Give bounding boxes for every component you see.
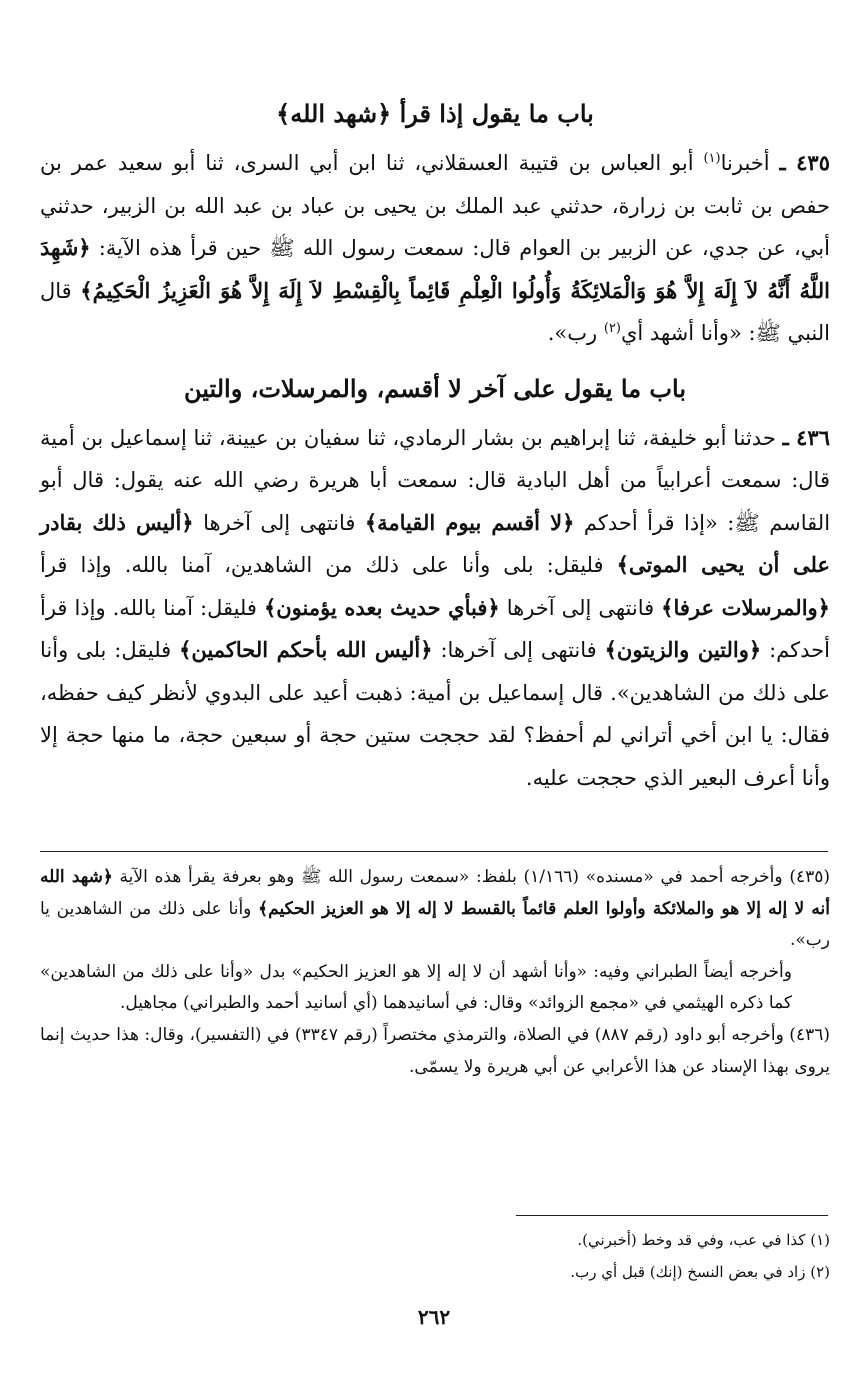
footnote-2: (٢) زاد في بعض النسخ (إنك) قبل أي رب. bbox=[570, 1263, 830, 1281]
hadith-435-text-d: رب». bbox=[547, 321, 598, 345]
quran-verse-mursalat-end: ﴿فبأي حديث بعده يؤمنون﴾ bbox=[263, 594, 500, 620]
quran-verse-tin-end: ﴿أليس الله بأحكم الحاكمين﴾ bbox=[179, 637, 433, 662]
footnotes-divider bbox=[516, 1215, 828, 1216]
takhrij-notes bbox=[40, 862, 830, 1083]
hadith-number-435: ٤٣٥ ـ bbox=[779, 150, 830, 175]
main-text bbox=[40, 92, 830, 799]
quran-verse-shahida: ﴿شَهِدَ اللَّهُ أَنَّهُ لاَ إِلَهَ إِلاَّ هُوَ وَالْمَلائِكَةُ وَأُولُوا الْعِلْمِ قَائِماً بِالْقِسْطِ لاَ إِلَهَ إِلاَّ هُوَ الْعَزِيزُ الْحَكِيمُ﴾ bbox=[40, 235, 830, 303]
note-435-verse: ﴿شهد الله أنه لا إله إلا هو والملائكة وأولوا العلم قائماً بالقسط لا إله إلا هو العزيز الحكيم﴾ bbox=[40, 867, 831, 919]
hadith-436-text-1: حدثنا أبو خليفة، ثنا إبراهيم بن بشار الرمادي، ثنا سفيان بن عيينة، ثنا إسماعيل بن أمية قال: سمعت أعرابياً من أهل البادية قال: سمعت أبا هريرة رضي الله عنه يقول: قال أبو القاسم ﷺ: «إذا قرأ أحدكم bbox=[40, 425, 831, 535]
quran-verse-mursalat: ﴿والمرسلات عرفا﴾ bbox=[661, 594, 830, 620]
hadith-436-text-3: فليقل: بلى وأنا على ذلك من الشاهدين، آمنا بالله. وإذا قرأ bbox=[40, 553, 604, 577]
note-435-text-b: وأنا على ذلك من الشاهدين يا رب». bbox=[40, 898, 830, 951]
hadith-436-text-6: فانتهى إلى آخرها: bbox=[440, 638, 597, 662]
note-436: (٤٣٦) وأخرجه أبو داود (رقم ٨٨٧) في الصلاة، والترمذي مختصراً (رقم ٣٣٤٧) في (التفسير)، وقال: هذا حديث إنما يروى بهذا الإسناد عن هذا الأعرابي عن أبي هريرة ولا يسمّى. bbox=[40, 1024, 830, 1077]
note-435-continued: وأخرجه أيضاً الطبراني وفيه: «وأنا أشهد أن لا إله إلا هو العزيز الحكيم» بدل «وأنا على ذلك من الشاهدين» كما ذكره الهيثمي في «مجمع الزوائد» وقال: في أسانيدهما (أي أسانيد أحمد والطبراني) مجاهيل. bbox=[40, 961, 792, 1014]
hadith-436-text-4: فانتهى إلى آخرها bbox=[506, 595, 655, 620]
hadith-436 bbox=[40, 417, 830, 800]
hadith-435 bbox=[40, 142, 830, 355]
hadith-436-text-2: فانتهى إلى آخرها bbox=[203, 510, 356, 535]
notes-divider bbox=[40, 851, 828, 852]
quran-verse-tin: ﴿والتين والزيتون﴾ bbox=[604, 637, 762, 662]
footnote-marker-2: (٢) bbox=[603, 321, 621, 336]
quran-verse-qiyamah: ﴿لا أقسم بيوم القيامة﴾ bbox=[364, 509, 575, 535]
quran-verse-qiyamah-end: ﴿أليس ذلك بقادر على أن يحيى الموتى﴾ bbox=[40, 509, 830, 577]
hadith-435-text-c: قال النبي ﷺ: «وأنا أشهد أي bbox=[40, 278, 830, 345]
hadith-435-text-a: أخبرنا bbox=[720, 151, 770, 175]
note-435-text-a: (٤٣٥) وأخرجه أحمد في «مسنده» (١/١٦٦) بلفظ: «سمعت رسول الله ﷺ وهو بعرفة يقرأ هذه الآية bbox=[119, 867, 830, 887]
footnote-marker-1: (١) bbox=[703, 151, 721, 166]
hadith-435-text-b: أبو العباس بن قتيبة العسقلاني، ثنا ابن أبي السرى، ثنا أبو سعيد عمر بن حفص بن ثابت بن زرارة، حدثني عبد الملك بن يحيى بن عباد بن عبد الله بن الزبير، حدثني أبي، عن جدي، عن الزبير بن العوام قال: سمعت رسول الله ﷺ حين قرأ هذه الآية: bbox=[40, 151, 830, 260]
footnote-1: (١) كذا في عب، وفي قد وخط (أخبرني). bbox=[577, 1231, 830, 1249]
footnotes bbox=[40, 1224, 830, 1288]
hadith-436-text-7: فليقل: بلى وأنا على ذلك من الشاهدين». قال إسماعيل بن أمية: ذهبت أعيد على البدوي لأنظر كيف حفظه، فقال: يا ابن أخي أتراني لم أحفظ؟ لقد حججت ستين حجة أو سبعين حجة، ما منها حجة إلا وأنا أعرف البعير الذي حججت عليه. bbox=[40, 638, 830, 790]
page-number: ٢٦٢ bbox=[417, 1305, 451, 1329]
chapter-heading-1: باب ما يقول إذا قرأ ﴿شهد الله﴾ bbox=[276, 99, 594, 128]
hadith-436-text-5: فليقل: آمنا بالله. وإذا قرأ أحدكم: bbox=[40, 595, 830, 662]
chapter-heading-2: باب ما يقول على آخر لا أقسم، والمرسلات، والتين bbox=[183, 373, 686, 403]
hadith-number-436: ٤٣٦ ـ bbox=[782, 424, 830, 450]
note-435 bbox=[40, 862, 830, 957]
